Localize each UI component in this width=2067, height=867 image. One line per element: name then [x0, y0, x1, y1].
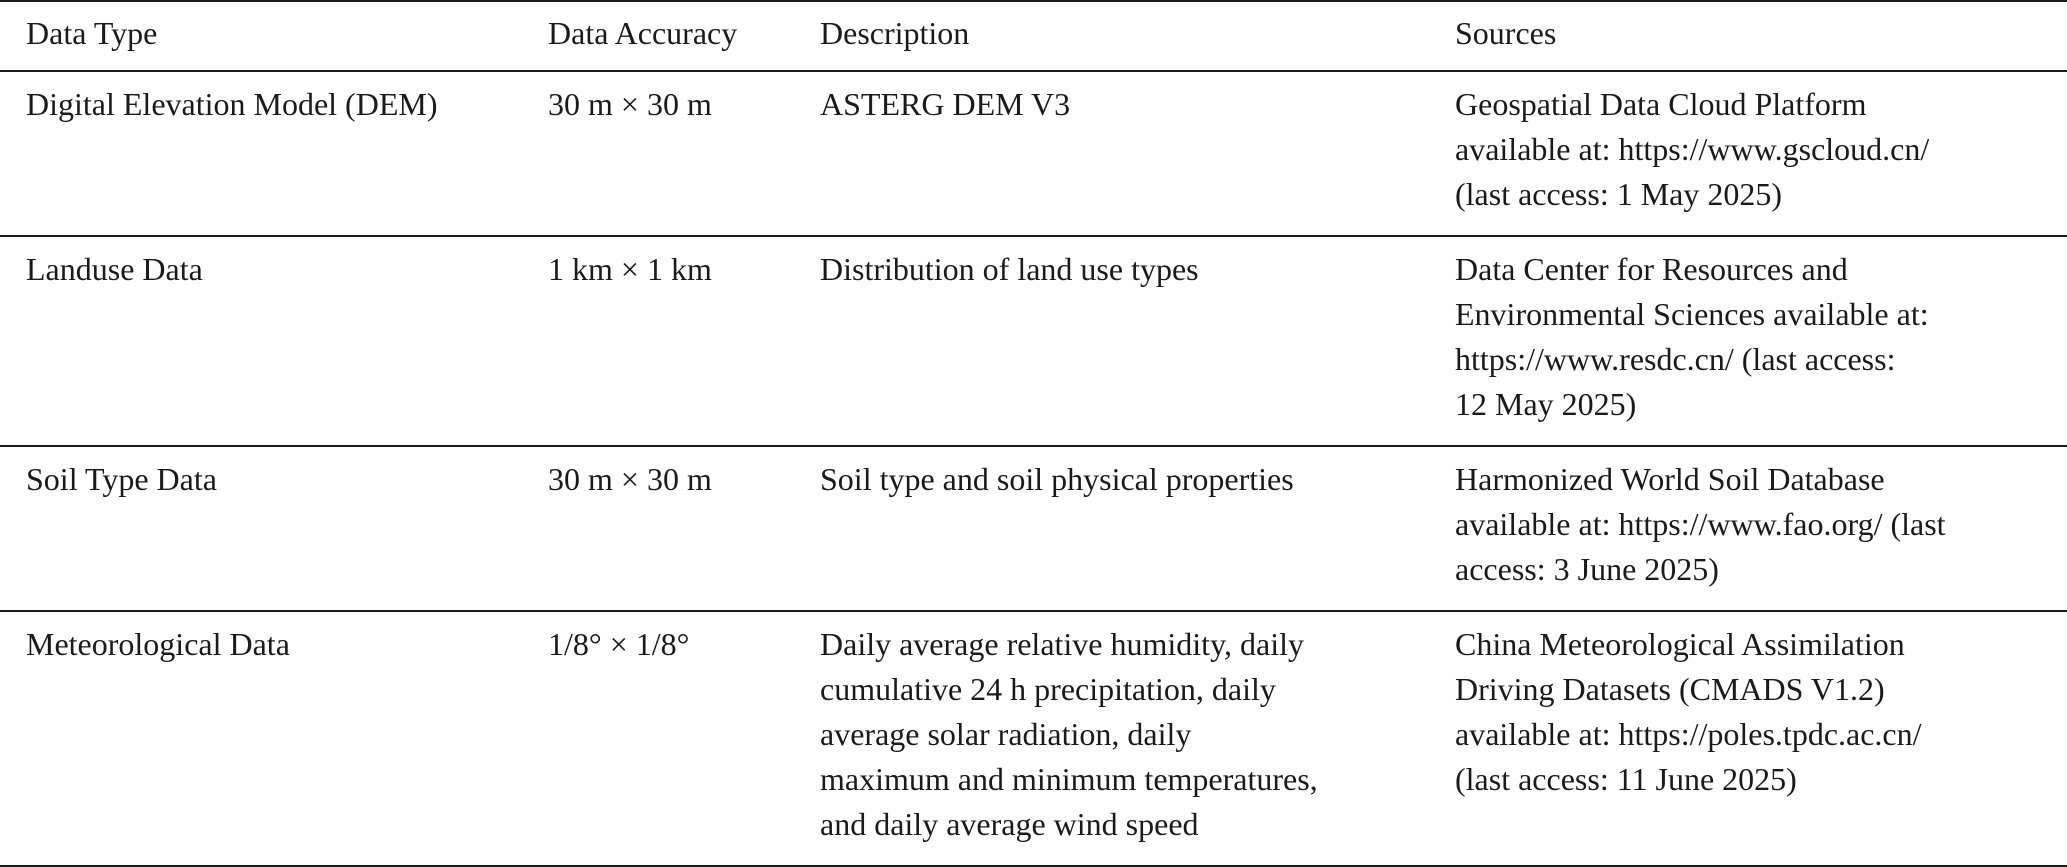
source-line: available at: https://poles.tpdc.ac.cn/ — [1455, 716, 1922, 752]
table-row — [0, 446, 2067, 611]
cell-data-type: Digital Elevation Model (DEM) — [26, 86, 438, 122]
source-line: available at: https://www.gscloud.cn/ — [1455, 131, 1930, 167]
description-line: average solar radiation, daily — [820, 716, 1192, 752]
cell-data-accuracy: 30 m × 30 m — [548, 461, 712, 497]
source-line: Harmonized World Soil Database — [1455, 461, 1885, 497]
description-line: and daily average wind speed — [820, 806, 1199, 842]
cell-description — [820, 71, 1455, 236]
header-data-type: Data Type — [26, 15, 158, 51]
cell-sources — [1455, 611, 2067, 866]
source-line: Geospatial Data Cloud Platform — [1455, 86, 1867, 122]
source-line: access: 3 June 2025) — [1455, 551, 1719, 587]
cell-data-accuracy: 1 km × 1 km — [548, 251, 712, 287]
cell-description — [820, 611, 1455, 866]
source-line: Driving Datasets (CMADS V1.2) — [1455, 671, 1885, 707]
header-description: Description — [820, 15, 970, 51]
table-row — [0, 71, 2067, 236]
description-line: maximum and minimum temperatures, — [820, 761, 1318, 797]
cell-sources — [1455, 446, 2067, 611]
table-row — [0, 611, 2067, 866]
description-line: cumulative 24 h precipitation, daily — [820, 671, 1276, 707]
source-line: (last access: 1 May 2025) — [1455, 176, 1783, 212]
source-line: 12 May 2025) — [1455, 386, 1637, 422]
source-line: (last access: 11 June 2025) — [1455, 761, 1797, 797]
cell-sources — [1455, 236, 2067, 446]
source-line: Environmental Sciences available at: — [1455, 296, 1929, 332]
table-header-row — [0, 1, 2067, 71]
description-text: Distribution of land use types — [820, 251, 1199, 287]
source-line: China Meteorological Assimilation — [1455, 626, 1905, 662]
cell-description — [820, 446, 1455, 611]
description-text: ASTERG DEM V3 — [820, 86, 1071, 122]
cell-data-type: Meteorological Data — [26, 626, 290, 662]
header-data-accuracy: Data Accuracy — [548, 15, 738, 51]
cell-data-type: Soil Type Data — [26, 461, 217, 497]
cell-data-type: Landuse Data — [26, 251, 203, 287]
cell-description — [820, 236, 1455, 446]
cell-data-accuracy: 30 m × 30 m — [548, 86, 712, 122]
table-row — [0, 236, 2067, 446]
source-line: Data Center for Resources and — [1455, 251, 1848, 287]
description-text: Soil type and soil physical properties — [820, 461, 1294, 497]
cell-sources — [1455, 71, 2067, 236]
header-sources: Sources — [1455, 15, 1557, 51]
cell-data-accuracy: 1/8° × 1/8° — [548, 626, 690, 662]
source-line: available at: https://www.fao.org/ (last — [1455, 506, 1946, 542]
source-line: https://www.resdc.cn/ (last access: — [1455, 341, 1896, 377]
description-line: Daily average relative humidity, daily — [820, 626, 1304, 662]
